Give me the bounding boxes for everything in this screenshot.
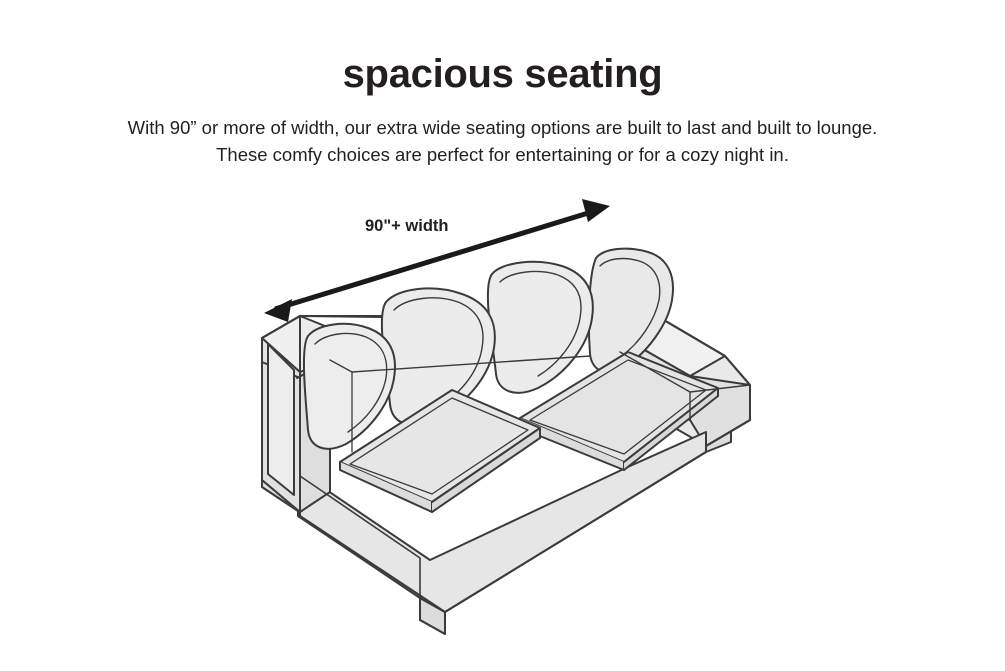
dimension-label: 90"+ width bbox=[365, 217, 449, 235]
subcopy-line-2: These comfy choices are perfect for entertaining or for a cozy night in. bbox=[216, 143, 789, 165]
page-title: spacious seating bbox=[342, 52, 663, 96]
subcopy-line-1: With 90” or more of width, our extra wide seating options are built to last and built to lounge. bbox=[127, 117, 878, 138]
